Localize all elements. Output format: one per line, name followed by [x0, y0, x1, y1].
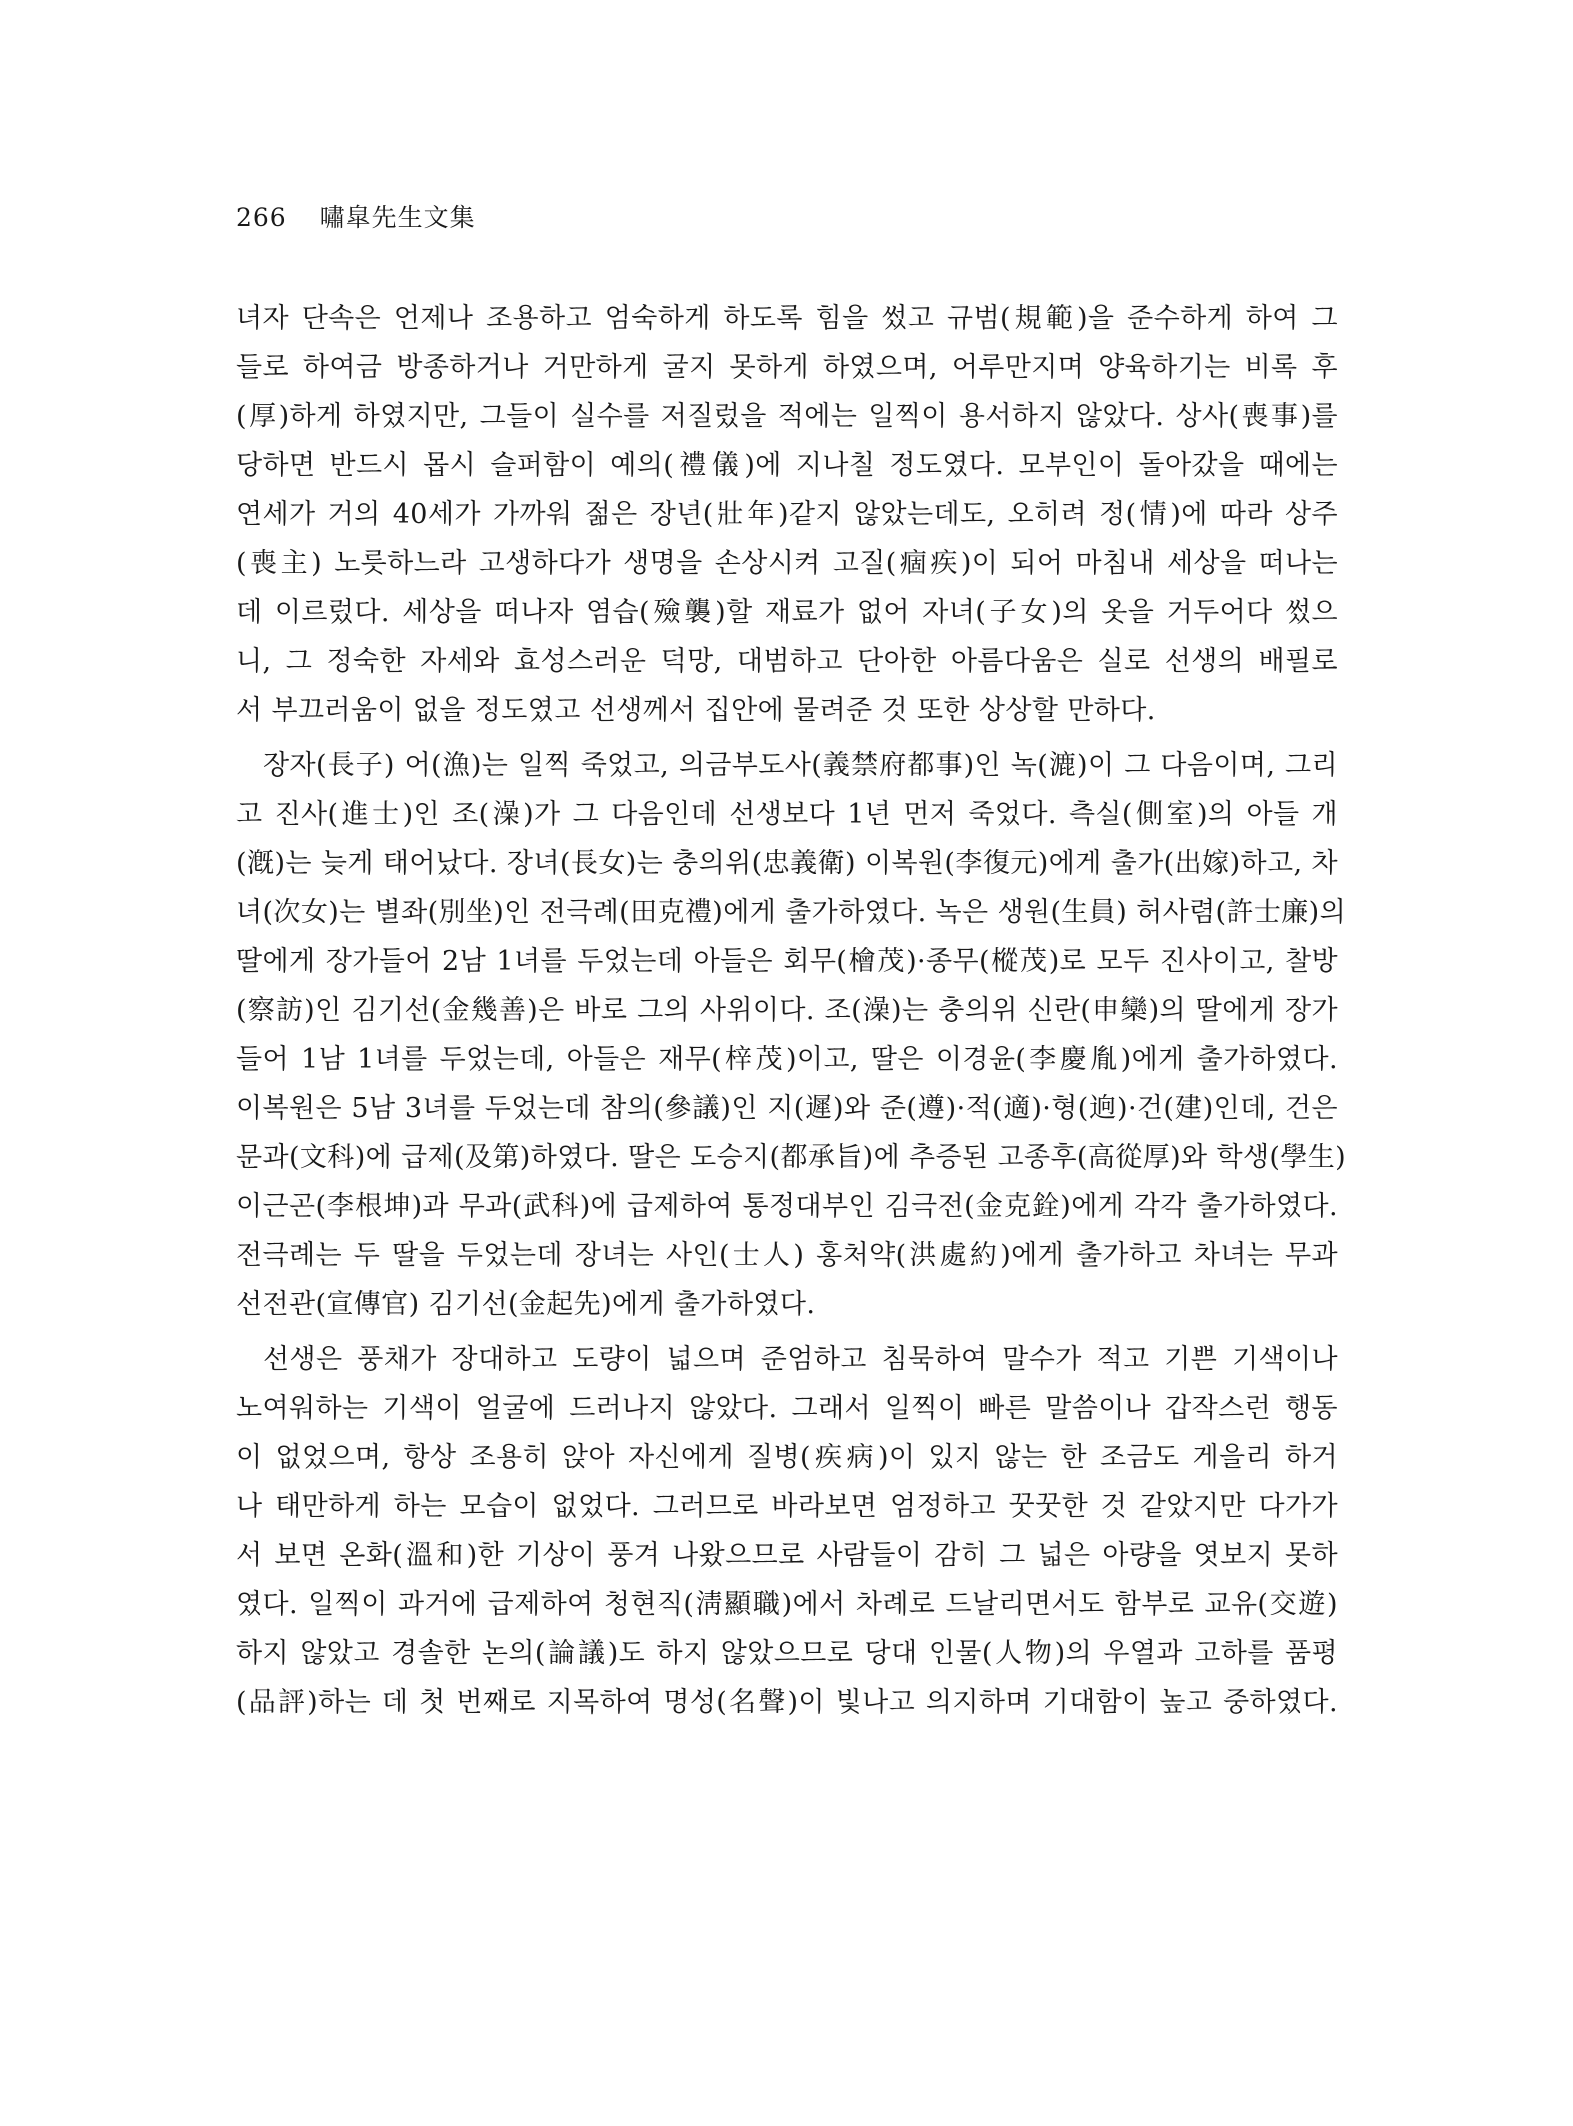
paragraph-1	[236, 294, 1338, 735]
text-line: 이복원은 5남 3녀를 두었는데 참의(參議)인 지(遲)와 준(遵)·적(適)·형(逈)·건(建)인데, 건은	[236, 1093, 1338, 1124]
text-line: (品評)하는 데 첫 번째로 지목하여 명성(名聲)이 빛나고 의지하며 기대함이 높고 중하였다.	[236, 1687, 1338, 1718]
paragraph-3	[236, 1335, 1338, 1727]
text-line: 들어 1남 1녀를 두었는데, 아들은 재무(梓茂)이고, 딸은 이경윤(李慶胤)에게 출가하였다.	[236, 1044, 1338, 1075]
text-line: 전극례는 두 딸을 두었는데 장녀는 사인(士人) 홍처약(洪處約)에게 출가하고 차녀는 무과	[236, 1240, 1338, 1271]
text-line: 녀자 단속은 언제나 조용하고 엄숙하게 하도록 힘을 썼고 규범(規範)을 준수하게 하여 그	[236, 303, 1338, 334]
text-line: 이 없었으며, 항상 조용히 앉아 자신에게 질병(疾病)이 있지 않는 한 조금도 게을리 하거	[236, 1442, 1338, 1473]
text-line: (察訪)인 김기선(金幾善)은 바로 그의 사위이다. 조(澡)는 충의위 신란(申欒)의 딸에게 장가	[236, 995, 1338, 1026]
text-line: (厚)하게 하였지만, 그들이 실수를 저질렀을 적에는 일찍이 용서하지 않았다. 상사(喪事)를	[236, 401, 1338, 432]
text-line: 들로 하여금 방종하거나 거만하게 굴지 못하게 하였으며, 어루만지며 양육하기는 비록 후	[236, 352, 1338, 383]
text-line: 였다. 일찍이 과거에 급제하여 청현직(淸顯職)에서 차례로 드날리면서도 함부로 교유(交遊)	[236, 1589, 1338, 1620]
page-number: 266	[236, 203, 287, 232]
running-header	[236, 198, 476, 234]
text-line: (喪主) 노릇하느라 고생하다가 생명을 손상시켜 고질(痼疾)이 되어 마침내 세상을 떠나는	[236, 548, 1338, 579]
text-line: 데 이르렀다. 세상을 떠나자 염습(殮襲)할 재료가 없어 자녀(子女)의 옷을 거두어다 썼으	[236, 597, 1338, 628]
text-line: 하지 않았고 경솔한 논의(論議)도 하지 않았으므로 당대 인물(人物)의 우열과 고하를 품평	[236, 1638, 1338, 1669]
text-line: 당하면 반드시 몹시 슬퍼함이 예의(禮儀)에 지나칠 정도였다. 모부인이 돌아갔을 때에는	[236, 450, 1338, 481]
text-line: 선생은 풍채가 장대하고 도량이 넓으며 준엄하고 침묵하여 말수가 적고 기쁜 기색이나	[263, 1344, 1338, 1375]
text-line: 서 부끄러움이 없을 정도였고 선생께서 집안에 물려준 것 또한 상상할 만하다.	[236, 695, 1156, 726]
text-line: 이근곤(李根坤)과 무과(武科)에 급제하여 통정대부인 김극전(金克銓)에게 각각 출가하였다.	[236, 1191, 1338, 1222]
text-line: 선전관(宣傳官) 김기선(金起先)에게 출가하였다.	[236, 1289, 816, 1320]
text-line: 연세가 거의 40세가 가까워 젊은 장년(壯年)같지 않았는데도, 오히려 정(情)에 따라 상주	[236, 499, 1338, 530]
text-line: (漑)는 늦게 태어났다. 장녀(長女)는 충의위(忠義衛) 이복원(李復元)에게 출가(出嫁)하고, 차	[236, 848, 1338, 879]
text-line: 나 태만하게 하는 모습이 없었다. 그러므로 바라보면 엄정하고 꿋꿋한 것 같았지만 다가가	[236, 1491, 1338, 1522]
text-line: 문과(文科)에 급제(及第)하였다. 딸은 도승지(都承旨)에 추증된 고종후(高從厚)와 학생(學生)	[236, 1142, 1347, 1173]
text-line: 니, 그 정숙한 자세와 효성스러운 덕망, 대범하고 단아한 아름다움은 실로 선생의 배필로	[236, 646, 1338, 677]
text-line: 딸에게 장가들어 2남 1녀를 두었는데 아들은 회무(檜茂)·종무(樅茂)로 모두 진사이고, 찰방	[236, 946, 1338, 977]
text-line: 서 보면 온화(溫和)한 기상이 풍겨 나왔으므로 사람들이 감히 그 넓은 아량을 엿보지 못하	[236, 1540, 1338, 1571]
text-line: 고 진사(進士)인 조(澡)가 그 다음인데 선생보다 1년 먼저 죽었다. 측실(側室)의 아들 개	[236, 799, 1338, 830]
text-line: 장자(長子) 어(漁)는 일찍 죽었고, 의금부도사(義禁府都事)인 녹(漉)이 그 다음이며, 그리	[263, 750, 1338, 781]
book-title: 嘯皐先生文集	[319, 203, 476, 232]
text-line: 노여워하는 기색이 얼굴에 드러나지 않았다. 그래서 일찍이 빠른 말씀이나 갑작스런 행동	[236, 1393, 1338, 1424]
body-text	[236, 294, 1347, 1727]
paragraph-2	[236, 741, 1347, 1329]
text-line: 녀(次女)는 별좌(別坐)인 전극례(田克禮)에게 출가하였다. 녹은 생원(生員) 허사렴(許士廉)의	[236, 897, 1347, 928]
